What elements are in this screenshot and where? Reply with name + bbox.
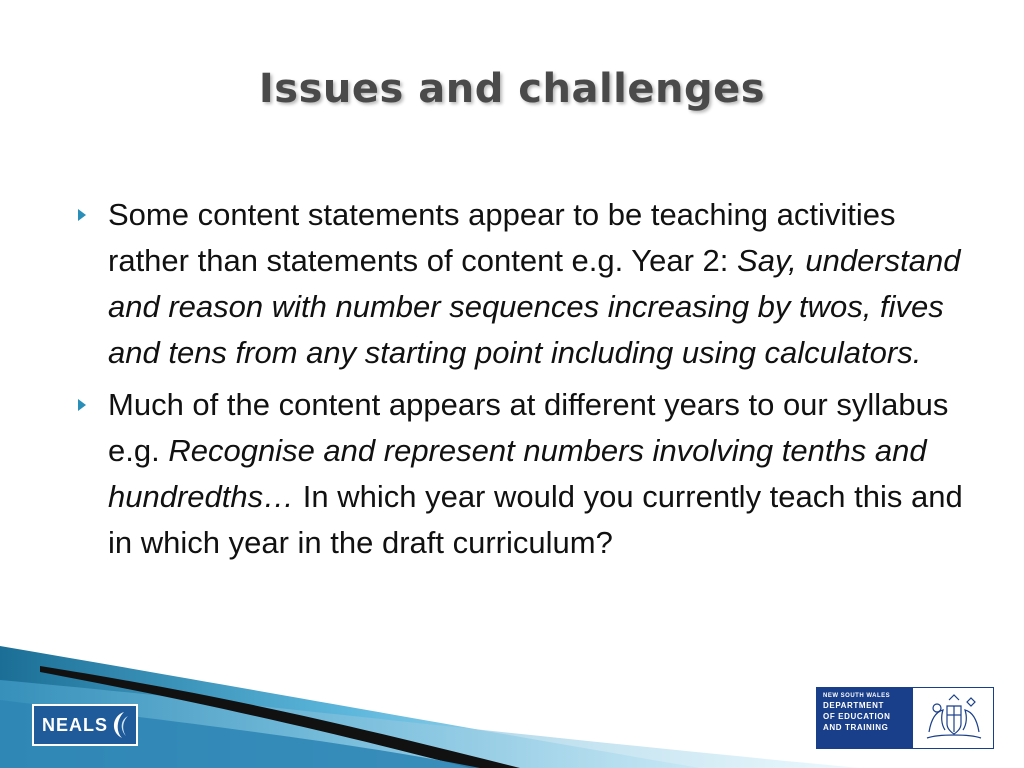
neals-logo-text: NEALS	[42, 715, 109, 735]
slide-title: Issues and challenges	[258, 66, 766, 112]
triangle-bullet-icon	[78, 399, 86, 411]
triangle-bullet-icon	[78, 209, 86, 221]
bullet-text	[108, 382, 978, 566]
bullet-list	[78, 192, 978, 572]
bullet-text-part: In which year would you currently teach this and in which year in the draft curriculum?	[108, 479, 963, 560]
department-name-block	[817, 688, 913, 748]
department-state: NEW SOUTH WALES	[823, 693, 891, 699]
bullet-item	[78, 192, 978, 376]
bullet-text-part: Some content statements appear to be teaching activities rather than statements of content e.g. Year 2:	[108, 197, 896, 278]
department-line: AND TRAINING	[823, 723, 889, 732]
bullet-text	[108, 192, 978, 376]
bullet-item	[78, 382, 978, 566]
coat-of-arms-icon	[919, 692, 989, 744]
neals-swoosh-icon	[106, 710, 130, 740]
bullet-text-part: Much of the content appears at different years to our syllabus e.g.	[108, 387, 949, 468]
nsw-department-logo	[816, 687, 994, 749]
department-line: DEPARTMENT	[823, 701, 884, 710]
bullet-text-italic-part: Say, understand and reason with number sequences increasing by twos, fives and tens from any starting point including using calculators.	[108, 243, 961, 370]
neals-logo	[32, 704, 138, 746]
department-line: OF EDUCATION	[823, 712, 891, 721]
bullet-text-italic-part: Recognise and represent numbers involving tenths and hundredths…	[108, 433, 927, 514]
